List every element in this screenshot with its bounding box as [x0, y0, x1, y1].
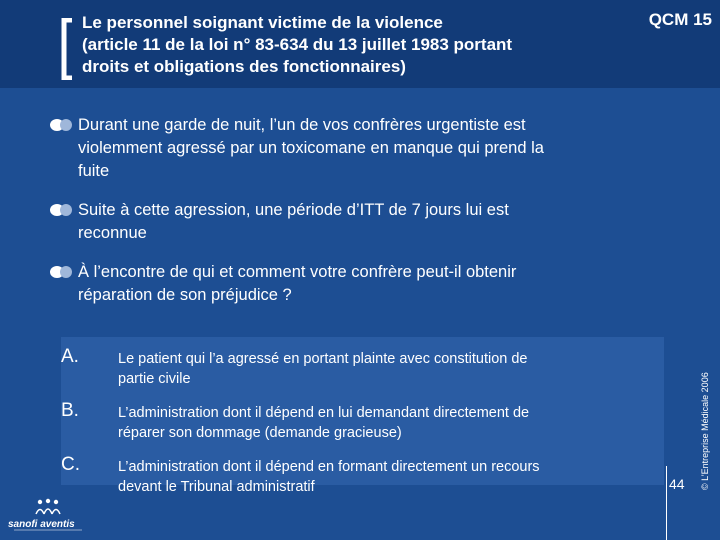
page-number: 44 [669, 476, 685, 492]
bullet-icon [49, 203, 73, 217]
logo-text: sanofi aventis [8, 519, 75, 530]
bullet-text: À l’encontre de qui et comment votre confrère peut-il obtenir réparation de son préjudice ? [78, 263, 517, 304]
title-banner [0, 0, 720, 88]
slide-title [82, 12, 602, 78]
answer-option-a[interactable] [61, 346, 651, 389]
answers-box [61, 337, 664, 495]
answer-letter: A. [61, 346, 79, 367]
bullet-item [49, 114, 649, 183]
bullet-item [49, 261, 649, 307]
answer-option-b[interactable] [61, 400, 651, 443]
answer-text: L’administration dont il dépend en lui demandant directement de réparer son dommage (demande gracieuse) [118, 405, 530, 441]
qcm-label: QCM 15 [648, 10, 712, 29]
answer-option-c[interactable] [61, 454, 651, 497]
title-line: droits et obligations des fonctionnaires) [82, 57, 406, 76]
page-divider [666, 466, 667, 540]
title-line: Le personnel soignant victime de la violence [82, 13, 443, 32]
answer-text: L’administration dont il dépend en formant directement un recours devant le Tribunal administratif [118, 459, 540, 495]
title-bracket-icon [56, 18, 74, 80]
bullet-icon [49, 118, 73, 132]
answer-letter: C. [61, 454, 80, 475]
copyright-notice: © L’Entreprise Médicale 2006 [700, 372, 710, 490]
title-line: (article 11 de la loi n° 83-634 du 13 juillet 1983 portant [82, 35, 513, 54]
answer-letter: B. [61, 400, 79, 421]
bullet-icon [49, 265, 73, 279]
answer-text: Le patient qui l’a agressé en portant plainte avec constitution de partie civile [118, 351, 528, 387]
bullet-text: Suite à cette agression, une période d’ITT de 7 jours lui est reconnue [78, 201, 509, 242]
bullet-text: Durant une garde de nuit, l’un de vos confrères urgentiste est violemment agressé par un toxicomane en manque qui prend la fuite [78, 116, 544, 180]
sanofi-aventis-logo-icon [8, 496, 88, 536]
bullet-item [49, 199, 649, 245]
